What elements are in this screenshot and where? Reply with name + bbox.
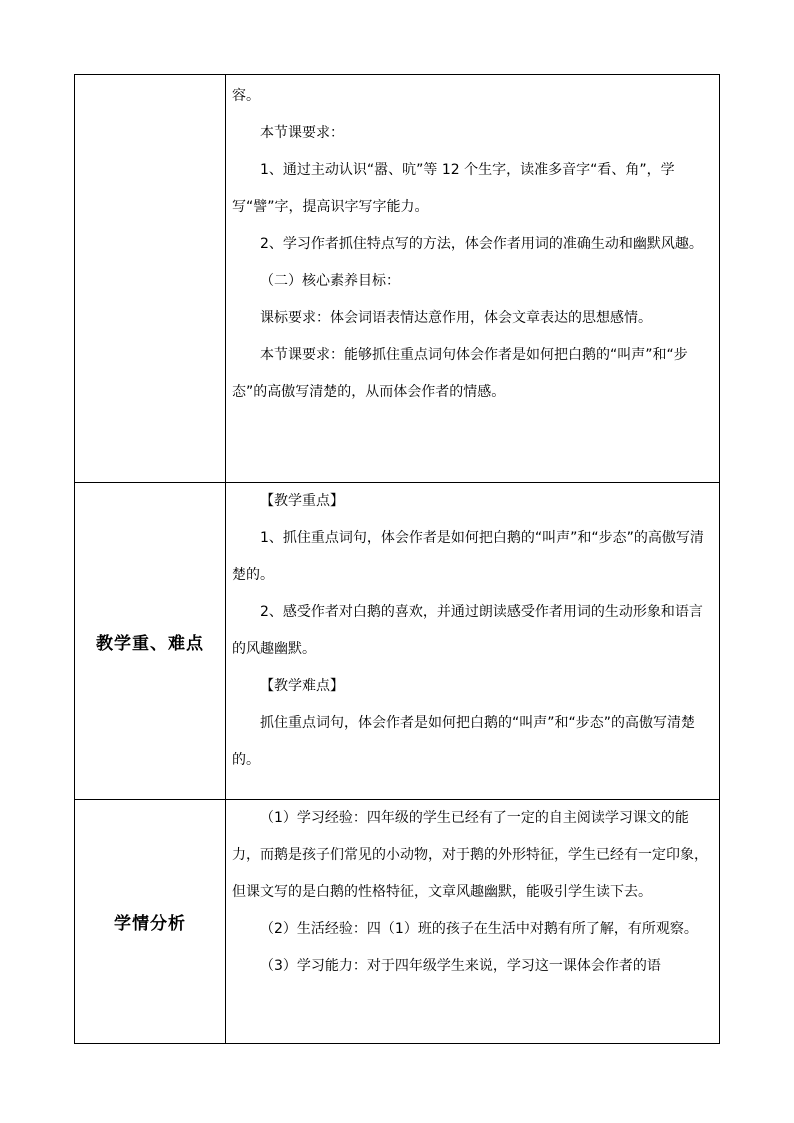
paragraph: 1、抓住重点词句，体会作者是如何把白鹅的“叫声”和“步态”的高傲写清楚的。: [232, 530, 704, 583]
paragraph: 本节课要求：: [260, 125, 344, 141]
paragraph: （1）学习经验：四年级的学生已经有了一定的自主阅读学习课文的能力，而鹅是孩子们常见的小动物，对于鹅的外形特征，学生已经有一定印象，但课文写的是白鹅的性格特征，文章风趣幽默，能吸引学生读下去。: [232, 810, 708, 900]
paragraph: 2、学习作者抓住特点写的方法，体会作者用词的准确生动和幽默风趣。: [260, 236, 703, 252]
table-row-key-points: [75, 483, 720, 800]
paragraph: （2）生活经验：四（1）班的孩子在生活中对鹅有所了解，有所观察。: [260, 921, 698, 937]
paragraph: 【教学难点】: [260, 678, 344, 694]
row-content-cell: [226, 800, 720, 1044]
paragraph: 课标要求：体会词语表情达意作用，体会文章表达的思想感情。: [260, 310, 652, 326]
row-content-cell: [226, 75, 720, 483]
row-label: 学情分析: [114, 914, 186, 934]
lesson-plan-table: [74, 74, 720, 1044]
row-label: 教学重、难点: [96, 633, 204, 654]
row-label-cell: [75, 800, 226, 1044]
lesson-plan-page: [74, 74, 720, 1044]
paragraph: 容。: [232, 88, 260, 104]
paragraph: 1、通过主动认识“嚣、吭”等 12 个生字，读准多音字“看、角”，学写“譬”字，提高识字写字能力。: [232, 162, 675, 215]
paragraph: （二）核心素养目标：: [260, 273, 400, 289]
table-row-objectives: [75, 75, 720, 483]
table-row-student-analysis: [75, 800, 720, 1044]
paragraph: 抓住重点词句，体会作者是如何把白鹅的“叫声”和“步态”的高傲写清楚的。: [232, 715, 696, 768]
paragraph: （3）学习能力：对于四年级学生来说，学习这一课体会作者的语: [260, 958, 661, 974]
paragraph: 本节课要求：能够抓住重点词句体会作者是如何把白鹅的“叫声”和“步态”的高傲写清楚的，从而体会作者的情感。: [232, 347, 688, 400]
row-content-cell: [226, 483, 720, 800]
row-label-cell: [75, 75, 226, 483]
row-label-cell: [75, 483, 226, 800]
paragraph: 【教学重点】: [260, 493, 344, 509]
paragraph: 2、感受作者对白鹅的喜欢，并通过朗读感受作者用词的生动形象和语言的风趣幽默。: [232, 604, 703, 657]
